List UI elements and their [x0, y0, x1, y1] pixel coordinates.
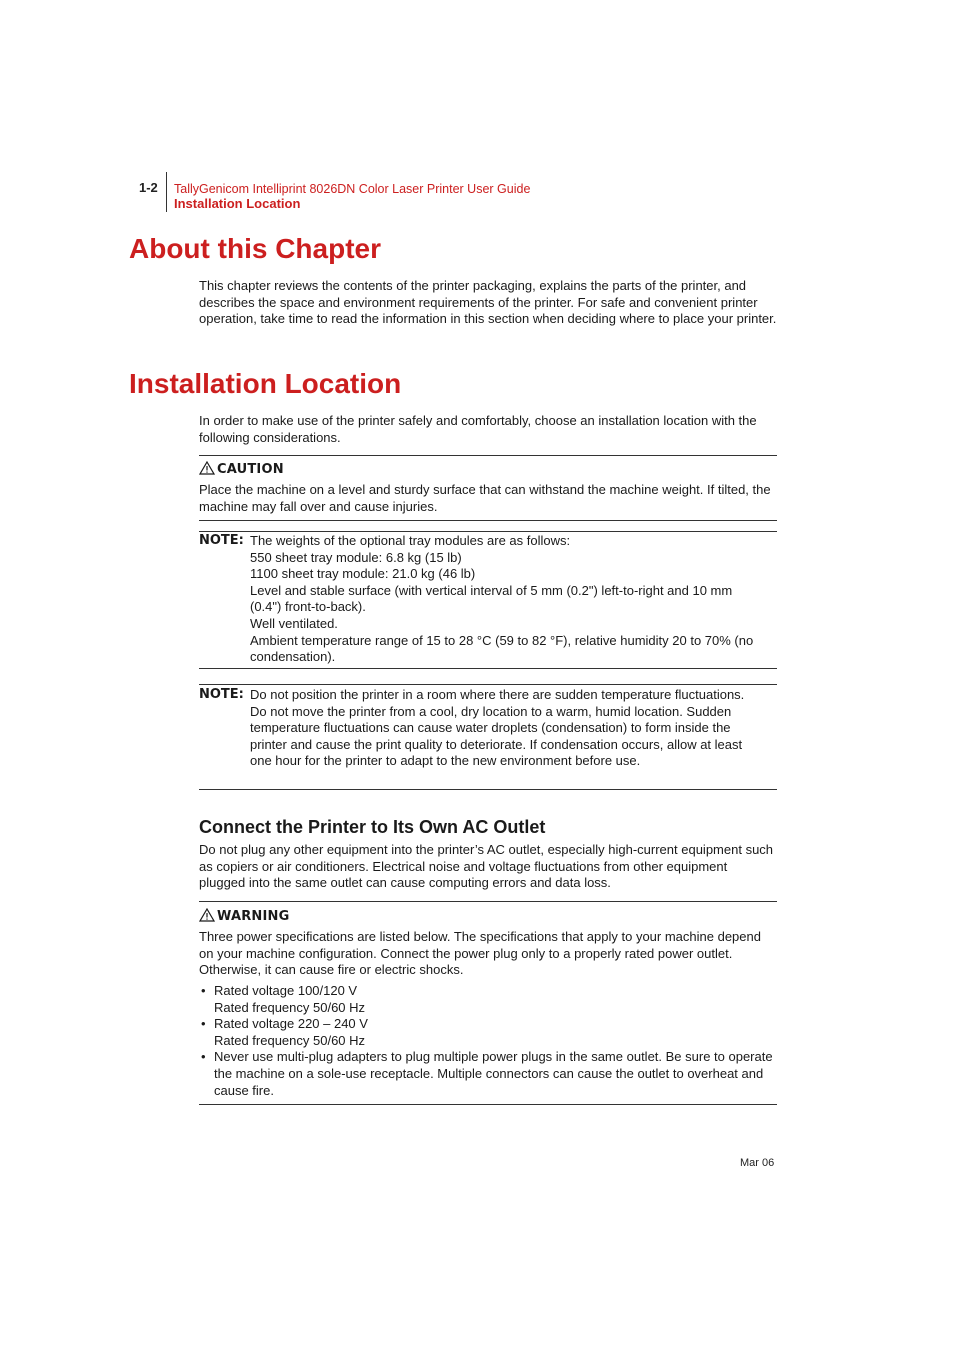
about-paragraph: This chapter reviews the contents of the printer packaging, explains the parts of the printer, and describes the space and environment requirements of the printer. For safe and convenient printer operation, take time to read the information in this section when deciding where to place your printer. — [199, 278, 777, 327]
note1-line: 550 sheet tray module: 6.8 kg (15 lb) — [250, 549, 462, 565]
note2-top-rule — [199, 684, 777, 685]
installation-heading: Installation Location — [129, 368, 402, 399]
note2-bottom-rule — [199, 789, 777, 790]
note1-line: The weights of the optional tray modules are as follows: — [250, 533, 571, 548]
caution-label: CAUTION — [217, 462, 284, 477]
installation-intro: In order to make use of the printer safely and comfortably, choose an installation location with the following considerations. — [199, 413, 757, 445]
list-item — [199, 1016, 777, 1049]
outlet-paragraph: Do not plug any other equipment into the printer’s AC outlet, especially high-current equipment such as copiers or air conditioners. Electrical noise and voltage fluctuations from other equipment plugged into the same outlet can cause computing errors and data loss. — [199, 842, 774, 891]
warning-triangle-icon — [199, 461, 215, 475]
warning-bullet-list — [199, 983, 777, 1099]
header-divider — [166, 172, 167, 212]
note1-line: Well ventilated. — [250, 615, 338, 631]
caution-bottom-rule — [199, 520, 777, 521]
note1-bottom-rule — [199, 668, 777, 669]
caution-header — [199, 461, 777, 479]
about-heading: About this Chapter — [129, 233, 381, 264]
caution-top-rule — [199, 455, 777, 456]
note1-top-rule — [199, 531, 777, 532]
list-item — [199, 983, 777, 1016]
bullet-line: • Never use multi-plug adapters to plug multiple power plugs in the same outlet. Be sure to operate the machine on a sole-use receptacle. Multiple connectors can cause the outlet to overheat and cause fire. — [214, 1049, 773, 1098]
bullet-line: • Rated voltage 100/120 V — [214, 983, 358, 998]
list-item — [199, 1049, 777, 1099]
outlet-heading: Connect the Printer to Its Own AC Outlet — [199, 817, 546, 837]
warning-triangle-icon — [199, 908, 215, 922]
note1-line: Ambient temperature range of 15 to 28 °C (59 to 82 °F), relative humidity 20 to 70% (no condensation). — [250, 632, 754, 665]
note1-label: NOTE: — [199, 533, 244, 548]
warning-header — [199, 908, 777, 926]
footer-date: Mar 06 — [740, 1157, 775, 1169]
warning-bottom-rule — [199, 1104, 777, 1105]
warning-top-rule — [199, 901, 777, 902]
bullet-line: • Rated voltage 220 – 240 V — [214, 1016, 368, 1032]
page-number: 1-2 — [139, 180, 158, 195]
note1-line: Level and stable surface (with vertical interval of 5 mm (0.2") left-to-right and 10 mm (0.4") front-to-back). — [250, 582, 733, 615]
caution-text: Place the machine on a level and sturdy surface that can withstand the machine weight. If tilted, the machine may fall over and cause injuries. — [199, 482, 771, 514]
warning-text: Three power specifications are listed below. The specifications that apply to your machine depend on your machine configuration. Connect the power plug only to a properly rated power outlet. Otherwise, it can cause fire or electric shocks. — [199, 929, 761, 978]
guide-title: TallyGenicom Intelliprint 8026DN Color Laser Printer User Guide — [174, 182, 531, 196]
warning-label: WARNING — [217, 909, 290, 924]
note1-lines — [250, 533, 760, 666]
note2-label: NOTE: — [199, 687, 244, 702]
note1-line: 1100 sheet tray module: 21.0 kg (46 lb) — [250, 566, 476, 582]
bullet-line: Rated frequency 50/60 Hz — [214, 999, 366, 1015]
bullet-line: Rated frequency 50/60 Hz — [214, 1032, 366, 1048]
note2-text: Do not position the printer in a room where there are sudden temperature fluctuations. Do not move the printer from a cool, dry location to a warm, humid location. Sudden temperature fluctuations can cause water droplets (condensation) to form inside the printer and cause the print quality to deteriorate. If condensation occurs, allow at least one hour for the printer to adapt to the new environment before use. — [250, 687, 745, 769]
header-section: Installation Location — [174, 196, 301, 211]
